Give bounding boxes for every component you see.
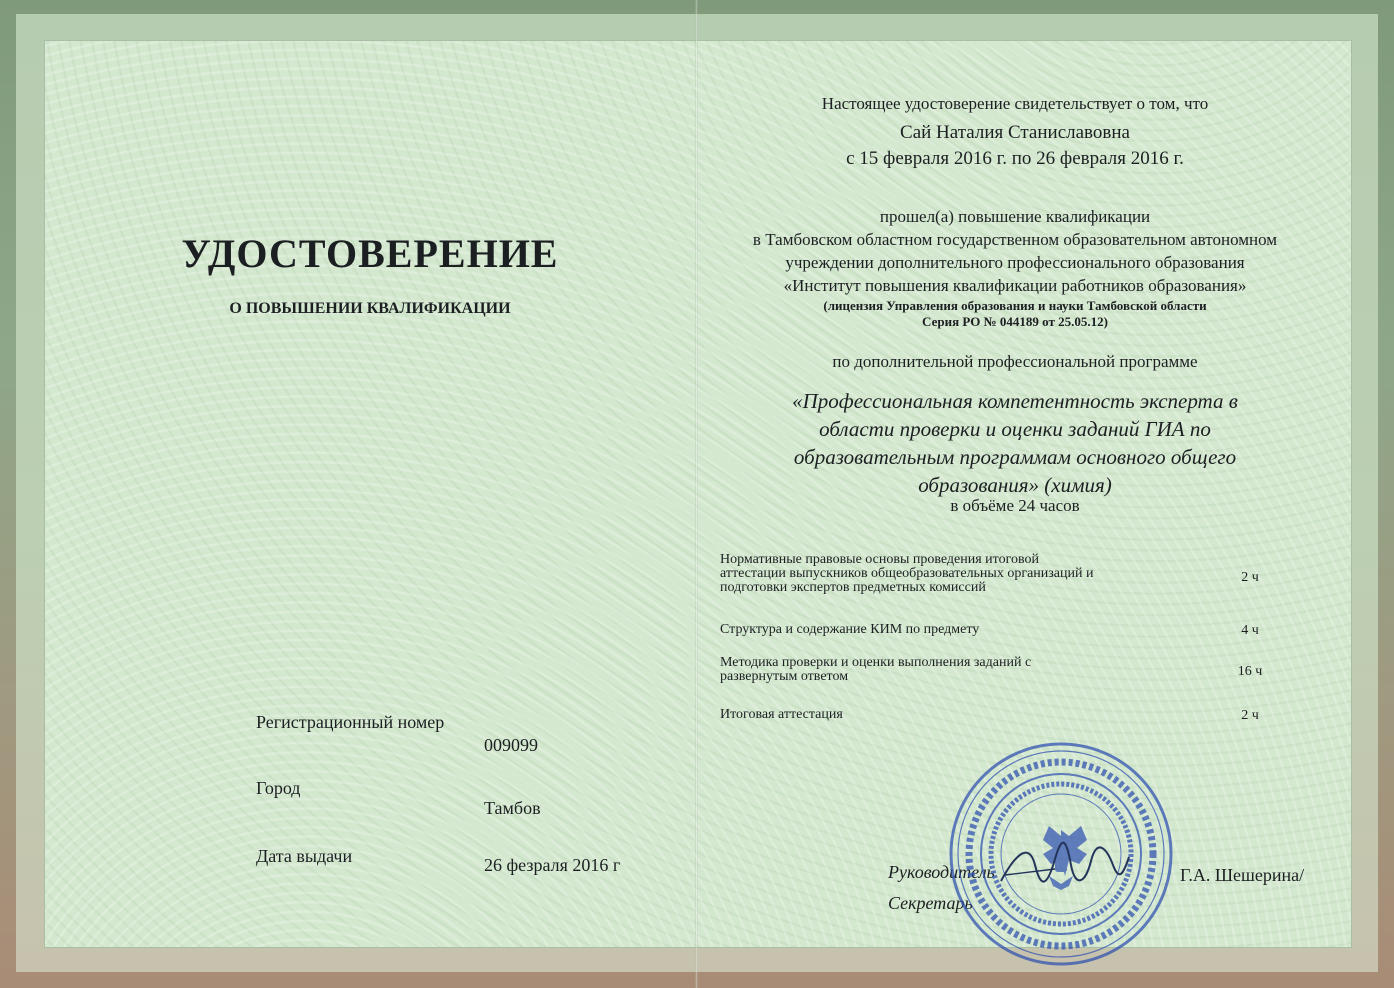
program-title-line: образовательным программам основного общего [793, 445, 1237, 469]
program-title-line: области проверки и оценки заданий ГИА по [819, 417, 1211, 441]
course-hours: 2 ч [1241, 570, 1259, 585]
program-volume: в объёме 24 часов [950, 496, 1080, 515]
issue-date-value: 26 фезраля 2016 г [484, 855, 621, 875]
program-title-line: образования» (химия) [918, 473, 1112, 497]
head-signature-label: Руководитель [888, 862, 995, 882]
license-line: (лицензия Управления образования и науки Тамбовской области [823, 298, 1207, 313]
institution-line: «Институт повышения квалификации работников образования» [783, 276, 1247, 295]
certificate-title: УДОСТОВЕРЕНИЕ [181, 231, 559, 276]
training-period: с 15 февраля 2016 г. по 26 февраля 2016 г. [846, 148, 1184, 169]
certificate-subtitle: О ПОВЫШЕНИИ КВАЛИФИКАЦИИ [229, 300, 511, 317]
city-value: Тамбов [484, 798, 541, 818]
registration-number-label: Регистрационный номер [256, 712, 445, 732]
city-label: Город [256, 778, 301, 798]
issue-date-label: Дата выдачи [256, 846, 353, 866]
secretary-signature-label: Секретарь [888, 893, 973, 913]
passed-statement: прошел(а) повышение квалификации [879, 207, 1151, 226]
handwritten-signature [995, 835, 1135, 895]
course-hours: 2 ч [1241, 708, 1259, 723]
program-title-line: «Профессиональная компетентность эксперта в [792, 389, 1238, 413]
program-intro: по дополнительной профессиональной программе [832, 352, 1198, 371]
institution-line: в Тамбовском областном государственном образовательном автономном [752, 230, 1278, 249]
course-title: Методика проверки и оценки выполнения заданий с развернутым ответом [720, 655, 1032, 684]
institution-line: учреждении дополнительного профессионального образования [785, 253, 1245, 272]
course-hours: 4 ч [1241, 623, 1259, 638]
course-title: Итоговая аттестация [720, 707, 843, 722]
course-title: Нормативные правовые основы проведения итоговой аттестации выпускников общеобразовательных организаций и подготовки экспертов предметных комиссий [720, 552, 1094, 595]
registration-number-value: 009099 [484, 735, 538, 755]
course-title: Структура и содержание КИМ по предмету [720, 622, 980, 637]
certificate-intro: Настоящее удостоверение свидетельствует о том, что [821, 94, 1209, 113]
course-hours: 16 ч [1237, 664, 1263, 679]
holder-name: Сай Наталия Станиславовна [900, 122, 1130, 143]
page-fold [695, 0, 698, 988]
license-line: Серия РО № 044189 от 25.05.12) [922, 314, 1108, 329]
head-name: Г.А. Шешерина/ [1180, 865, 1305, 885]
